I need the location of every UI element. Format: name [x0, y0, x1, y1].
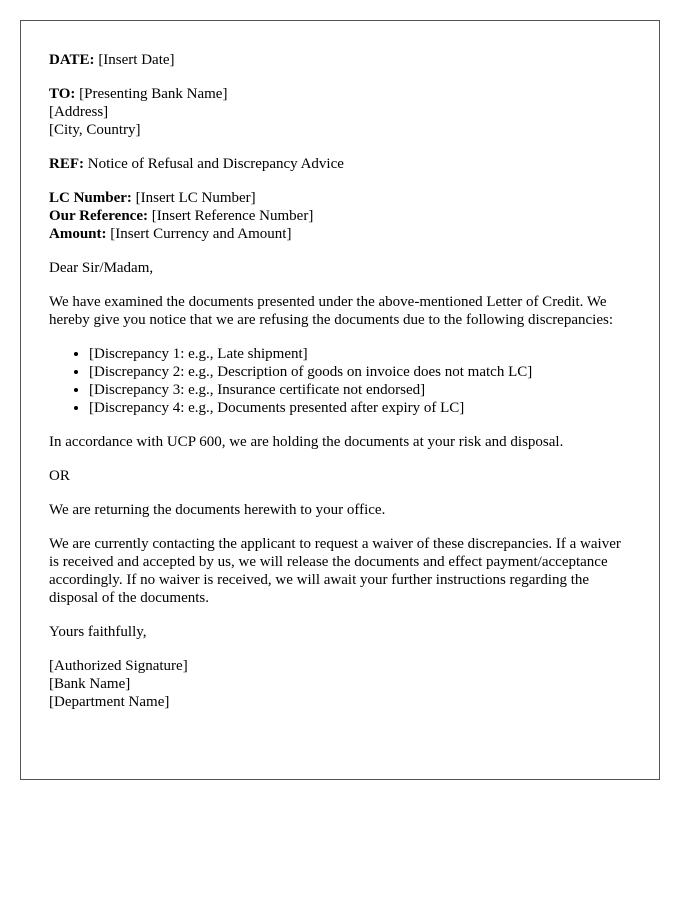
- returning-paragraph: We are returning the documents herewith to your office.: [49, 502, 386, 518]
- reference-block: [49, 155, 659, 173]
- date-value: [Insert Date]: [98, 52, 175, 68]
- signature-line: [Authorized Signature]: [49, 658, 188, 674]
- salutation: Dear Sir/Madam,: [49, 260, 154, 276]
- date-block: [49, 51, 659, 69]
- to-line: [49, 85, 659, 103]
- amount-line: [49, 225, 659, 243]
- lc-number-label: LC Number:: [49, 190, 132, 206]
- amount-label: Amount:: [49, 226, 107, 242]
- city-country-line: [City, Country]: [49, 122, 141, 138]
- waiver-paragraph: We are currently contacting the applicant to request a waiver of these discrepancies. If a waiver is received and accepted by us, we will release the documents and effect payment/acceptance accordingly. If no waiver is received, we will await your further instructions regarding the disposal of the documents.: [49, 536, 621, 606]
- lc-number-value: [Insert LC Number]: [135, 190, 256, 206]
- lc-number-line: [49, 189, 659, 207]
- address-line: [Address]: [49, 104, 109, 120]
- date-line: [49, 51, 659, 69]
- to-value: [Presenting Bank Name]: [79, 86, 228, 102]
- discrepancy-item: • [Discrepancy 1: e.g., Late shipment]: [89, 345, 659, 363]
- signature-block: [49, 657, 659, 711]
- to-label: TO:: [49, 86, 76, 102]
- ref-line: [49, 155, 659, 173]
- holding-paragraph: In accordance with UCP 600, we are holding the documents at your risk and disposal.: [49, 434, 564, 450]
- department-line: [Department Name]: [49, 694, 170, 710]
- ref-value: Notice of Refusal and Discrepancy Advice: [87, 156, 344, 172]
- letter-document: [20, 20, 660, 780]
- recipient-block: [49, 85, 659, 139]
- discrepancy-item: • [Discrepancy 4: e.g., Documents presented after expiry of LC]: [89, 399, 659, 417]
- bank-name-line: [Bank Name]: [49, 676, 131, 692]
- our-reference-value: [Insert Reference Number]: [151, 208, 314, 224]
- discrepancy-item: • [Discrepancy 2: e.g., Description of goods on invoice does not match LC]: [89, 363, 659, 381]
- discrepancy-list: [49, 345, 659, 417]
- amount-value: [Insert Currency and Amount]: [110, 226, 292, 242]
- our-reference-label: Our Reference:: [49, 208, 148, 224]
- details-block: [49, 189, 659, 243]
- closing: Yours faithfully,: [49, 624, 147, 640]
- or-separator: OR: [49, 468, 70, 484]
- ref-label: REF:: [49, 156, 84, 172]
- discrepancy-item: • [Discrepancy 3: e.g., Insurance certificate not endorsed]: [89, 381, 659, 399]
- our-reference-line: [49, 207, 659, 225]
- intro-paragraph: We have examined the documents presented under the above-mentioned Letter of Credit. We hereby give you notice that we are refusing the documents due to the following discrepancies:: [49, 294, 613, 328]
- date-label: DATE:: [49, 52, 95, 68]
